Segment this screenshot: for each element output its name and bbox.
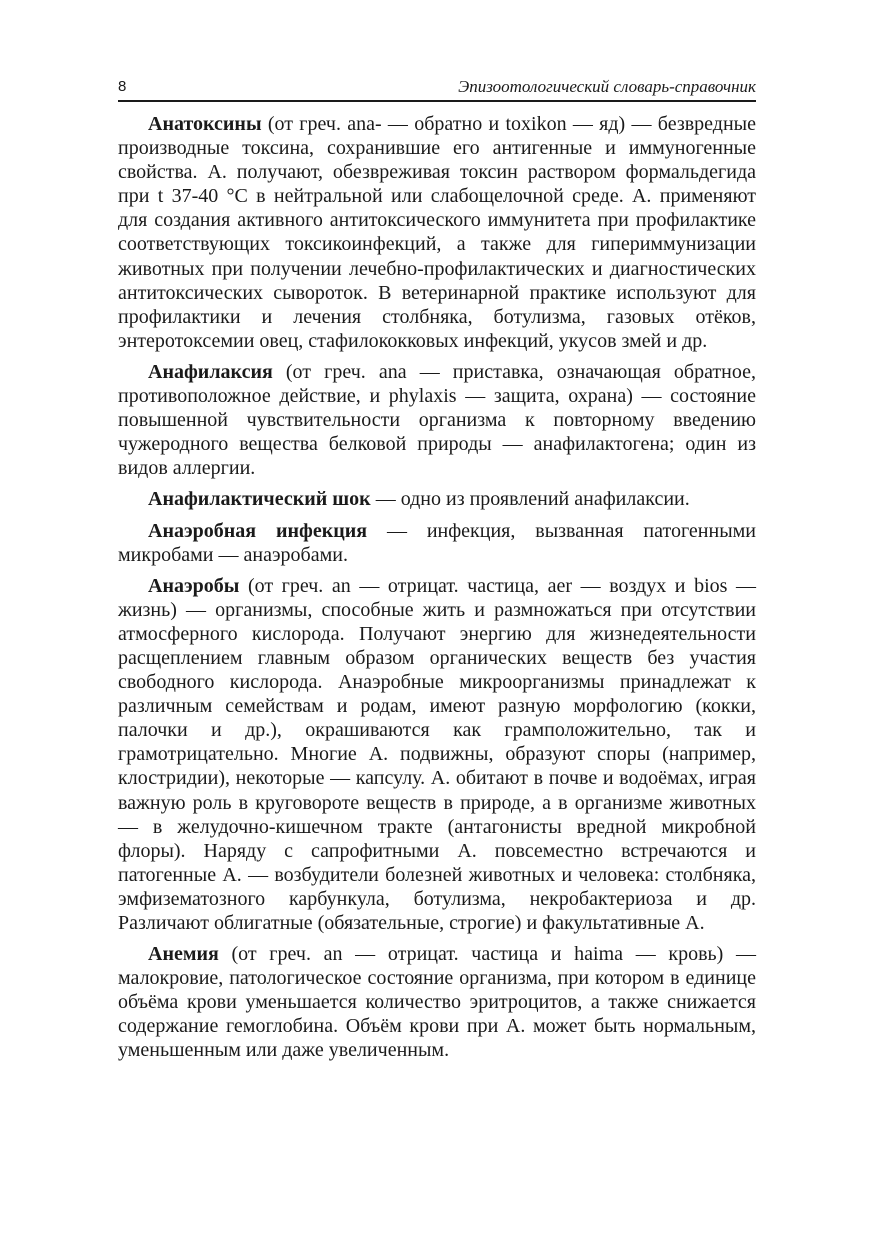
entry-term: Анафилактический шок xyxy=(148,488,371,511)
dictionary-text xyxy=(118,112,756,1070)
entry-term: Анафилаксия xyxy=(148,360,273,383)
page-header xyxy=(118,74,756,102)
page-number: 8 xyxy=(118,78,127,95)
entry-definition: — одно из проявлений анафилаксии. xyxy=(370,488,690,511)
entry-definition: (от греч. an — отрицат. частица, aer — воздух и bios — жизнь) — организмы, способные жить и размножаться при отсутствии атмосферного кислорода. Получают энергию для жизнедеятельности расщеплением главным образом органических веществ без участия свободного кислорода. Анаэробные микроорганизмы принадлежат к различным семействам и родам, имеют разную морфологию (кокки, палочки и др.), окрашиваются как грамположительно, так и грамотрицательно. Многие А. подвижны, образуют споры (например, клостридии), некоторые — капсулу. А. обитают в почве и водоёмах, играя важную роль в круговороте веществ в природе, а в организме животных — в желудочно-кишечном тракте (антагонисты вредной микробной флоры). Наряду с сапрофитными А. повсеместно встречаются и патогенные А. — возбудители болезней животных и человека: столбняка, эмфизематозного карбункула, ботулизма, некробактериоза и др. Различают облигатные (обязательные, строгие) и факультативные А. xyxy=(118,574,756,934)
entry-term: Анаэробная инфекция xyxy=(148,519,368,542)
entry-definition: — инфекция, вызванная патогенными микробами — анаэробами. xyxy=(118,519,756,566)
running-head: Эпизоотологический словарь-справочник xyxy=(458,77,756,96)
entry-anemia xyxy=(118,942,756,1062)
entry-term: Анемия xyxy=(148,943,219,966)
entry-definition: (от греч. an — отрицат. частица и haima — кровь) — малокровие, патологическое состояние организма, при котором в единице объёма крови уменьшается количество эритроцитов, а также снижается содержание гемоглобина. Объём крови при А. может быть нормальным, уменьшенным или даже увеличенным. xyxy=(118,943,756,1062)
entry-term: Анатоксины xyxy=(148,113,262,135)
entry-anaphylactic-shock xyxy=(118,487,756,511)
entry-anatoxins xyxy=(118,112,756,353)
entry-anaerobes xyxy=(118,574,756,935)
entry-anaphylaxis xyxy=(118,360,756,480)
entry-definition: (от греч. ana — приставка, означающая обратное, противоположное действие, и phylaxis — защита, охрана) — состояние повышенной чувствительности организма к повторному введению чужеродного вещества белковой природы — анафилактогена; один из видов аллергии. xyxy=(118,360,756,480)
entry-anaerobic-infection xyxy=(118,519,756,567)
entry-term: Анаэробы xyxy=(148,574,240,597)
entry-definition: (от греч. ana- — обратно и toxikon — яд) — безвредные производные токсина, сохранившие его антигенные и иммуногенные свойства. А. получают, обезвреживая токсин раствором формальдегида при t 37-40 °С в нейтральной или слабощелочной среде. А. применяют для создания активного антитоксического иммунитета при профилактике соответствующих токсикоинфекций, а также для гипериммунизации животных при получении лечебно-профилактических и диагностических антитоксических сывороток. В ветеринарной практике используют для профилактики и лечения столбняка, ботулизма, газовых отёков, энтеротоксемии овец, стафилококковых инфекций, укусов змей и др. xyxy=(118,113,756,352)
